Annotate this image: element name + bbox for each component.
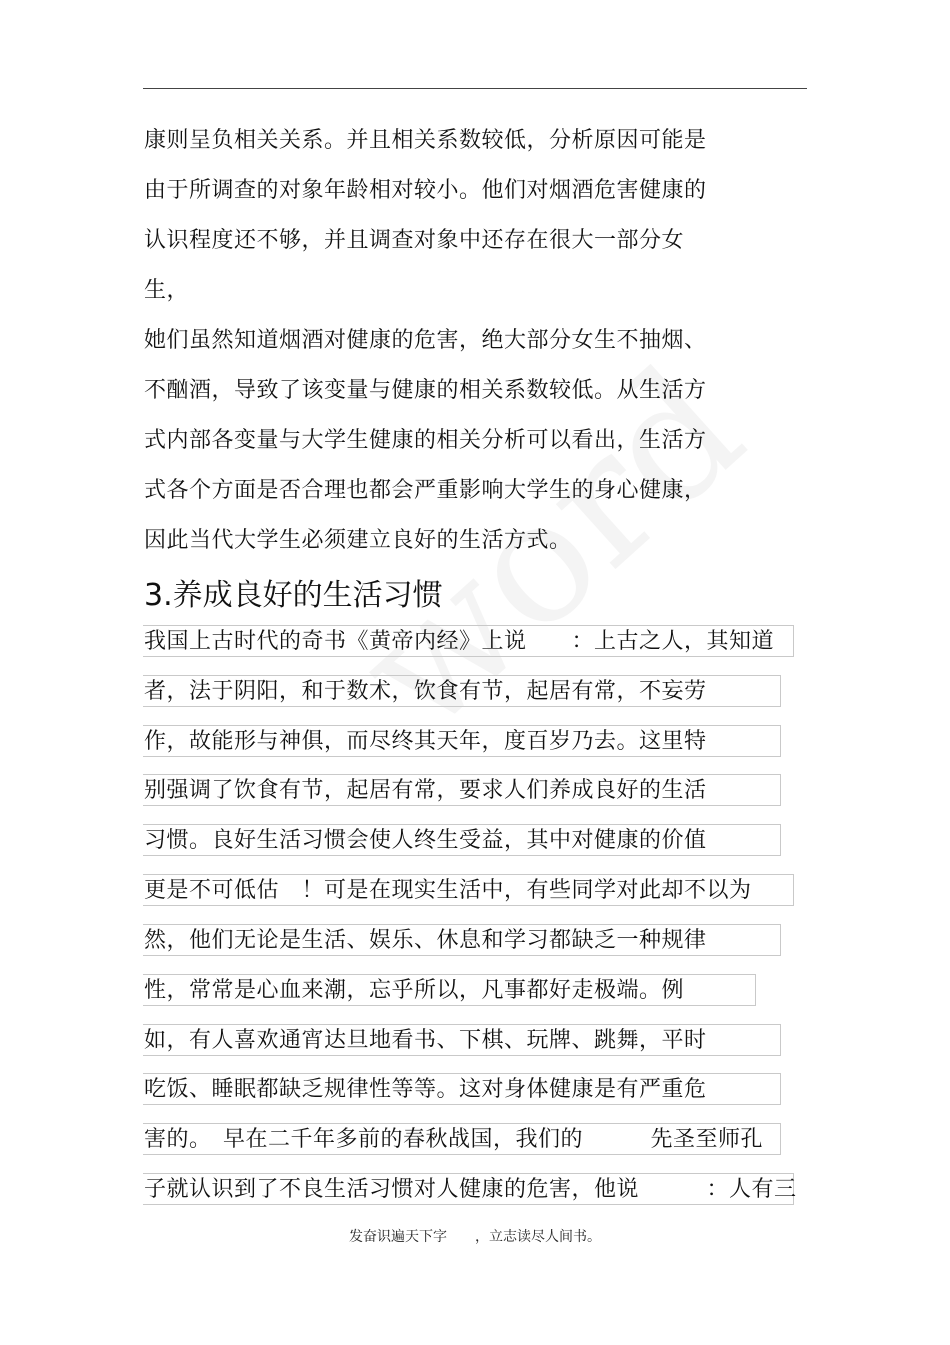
- boxed-text-line: 别强调了饮食有节，起居有常，要求人们养成良好的生活: [143, 774, 781, 806]
- boxed-text-line: 子就认识到了不良生活习惯对人健康的危害，他说 ：人有三: [143, 1173, 794, 1205]
- boxed-text-line: 然，他们无论是生活、娱乐、休息和学习都缺乏一种规律: [143, 924, 781, 956]
- boxed-text-line: 害的。 早在二千年多前的春秋战国，我们的 先圣至师孔: [143, 1123, 781, 1155]
- boxed-text-line: 我国上古时代的奇书《黄帝内经》上说 ：上古之人，其知道: [143, 625, 794, 657]
- boxed-text-line: 习惯。良好生活习惯会使人终生受益，其中对健康的价值: [143, 824, 781, 856]
- paragraph-line: 康则呈负相关关系。并且相关系数较低，分析原因可能是: [144, 128, 707, 153]
- paragraph-line: 由于所调查的对象年龄相对较小。他们对烟酒危害健康的: [144, 178, 707, 203]
- paragraph-line: 式内部各变量与大学生健康的相关分析可以看出，生活方: [144, 428, 707, 453]
- header-rule: [143, 88, 807, 89]
- paragraph-line: 生，: [144, 278, 190, 303]
- boxed-text-line: 作，故能形与神俱，而尽终其天年，度百岁乃去。这里特: [143, 725, 781, 757]
- boxed-text-line: 更是不可低估 ！可是在现实生活中，有些同学对此却不以为: [143, 874, 794, 906]
- section-heading: 3.养成良好的生活习惯: [144, 578, 443, 613]
- boxed-text-line: 吃饭、睡眠都缺乏规律性等等。这对身体健康是有严重危: [143, 1073, 781, 1105]
- paragraph-line: 她们虽然知道烟酒对健康的危害，绝大部分女生不抽烟、: [144, 328, 707, 353]
- paragraph-line: 式各个方面是否合理也都会严重影响大学生的身心健康，: [144, 478, 707, 503]
- boxed-text-line: 性，常常是心血来潮，忘乎所以，凡事都好走极端。例: [143, 974, 756, 1006]
- boxed-text-line: 如，有人喜欢通宵达旦地看书、下棋、玩牌、跳舞，平时: [143, 1024, 781, 1056]
- paragraph-line: 不酗酒，导致了该变量与健康的相关系数较低。从生活方: [144, 378, 707, 403]
- paragraph-line: 因此当代大学生必须建立良好的生活方式。: [144, 528, 572, 553]
- paragraph-line: 认识程度还不够，并且调查对象中还存在很大一部分女: [144, 228, 685, 253]
- boxed-text-line: 者，法于阴阳，和于数术，饮食有节，起居有常，不妄劳: [143, 675, 781, 707]
- page-footer-motto: 发奋识遍天下字 ，立志读尽人间书。: [349, 1229, 601, 1245]
